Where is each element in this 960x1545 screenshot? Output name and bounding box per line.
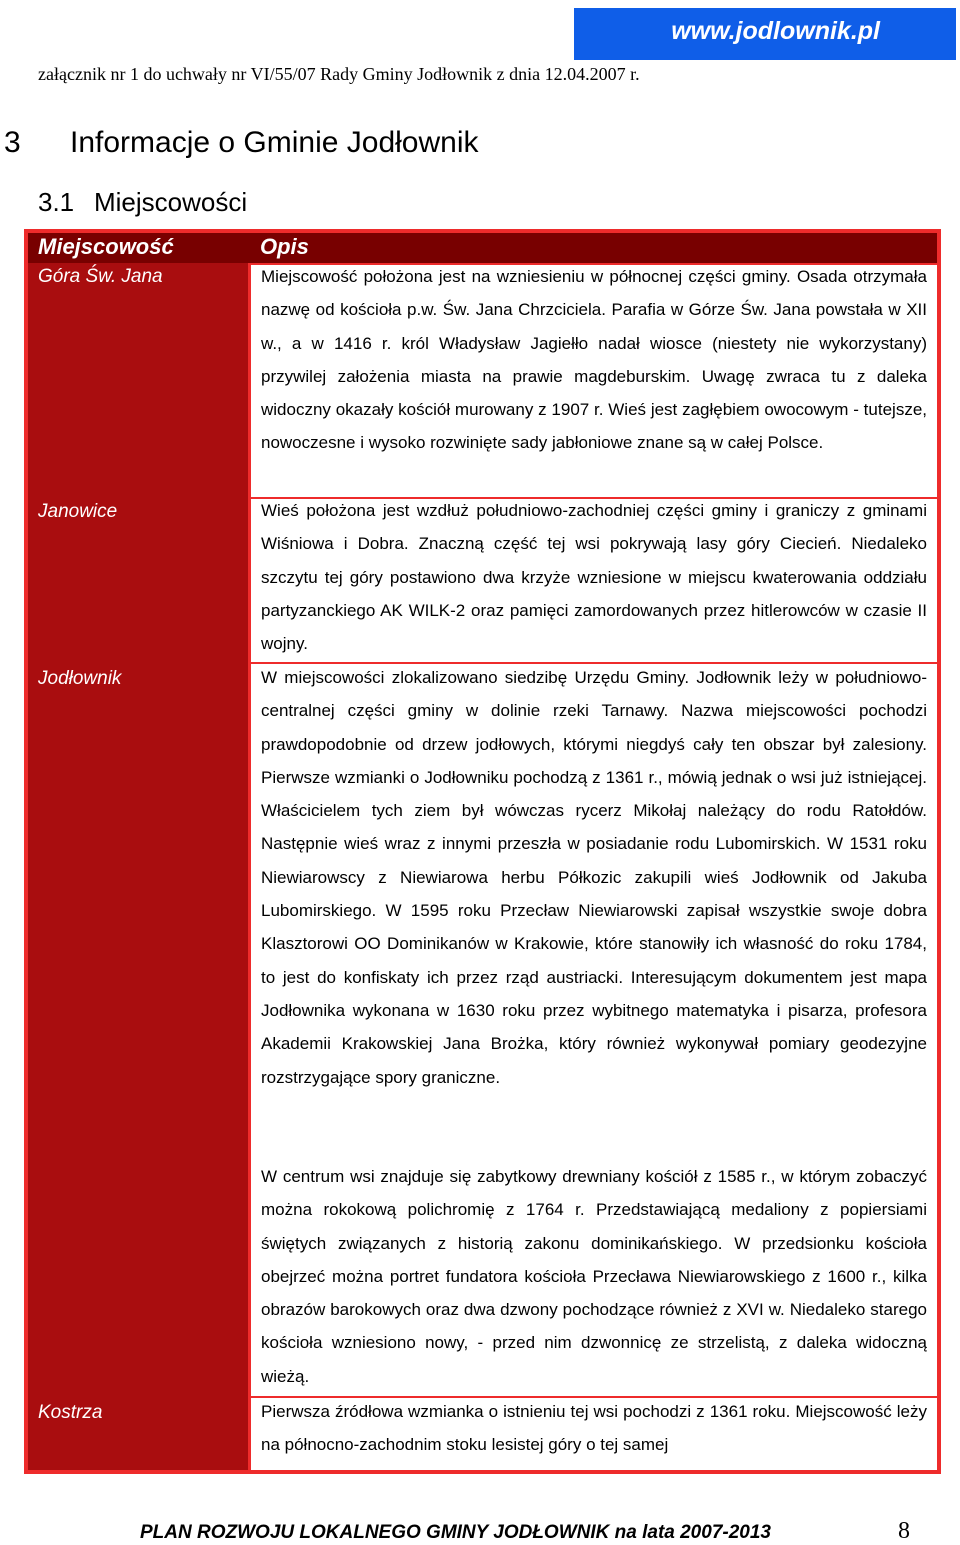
- section-title: Informacje o Gminie Jodłownik: [70, 126, 479, 159]
- place-description: Pierwsza źródłowa wzmianka o istnieniu tej wsi pochodzi z 1361 roku. Miejscowość leży na północno-zachodnim stoku lesistej góry o tej samej: [261, 1402, 927, 1455]
- place-description: Miejscowość położona jest na wzniesieniu w północnej części gminy. Osada otrzymała nazwę od kościoła p.w. Św. Jana Chrzciciela. Parafia w Górze Św. Jana powstała w XII w., a w 1416 r. król Władysław Jagiełło nadał wiosce (niestety nie wykorzystany) przywilej założenia miasta na prawie magdeburskim. Uwagę zwraca tu z daleka widoczny okazały kościół murowany z 1907 r. Wieś jest zagłębiem owocowym - tutejsze, nowoczesne i wysoko rozwinięte sady jabłoniowe znane są w całej Polsce.: [261, 267, 927, 453]
- place-description: W miejscowości zlokalizowano siedzibę Urzędu Gminy. Jodłownik leży w południowo-centralnej części gminy w dolinie rzeki Tarnawy. Nazwa miejscowości pochodzi prawdopodobnie od drzew jodłowych, którymi niegdyś cały ten obszar był zalesiony. Pierwsze wzmianki o Jodłowniku pochodzą z 1361 r., mówią jednak o wsi już istniejącej. Właścicielem tych ziem był wówczas rycerz Mikołaj należący do rodu Ratołdów. Następnie wieś wraz z innymi przeszła w posiadanie rodu Lubomirskich. W 1531 roku Niewiarowscy z Niewiarowa herbu Półkozic zakupili wieś Jodłownik od Jakuba Lubomirskiego. W 1595 roku Przecław Niewiarowski zapisał wszystkie swoje dobra Klasztorowi OO Dominikanów w Krakowie, które stanowiły ich własność do roku 1784, to jest do konfiskaty ich przez rząd austriacki. Interesującym dokumentem jest mapa Jodłownika wykonana w 1630 roku przez wybitnego matematyka i pisarza, profesora Akademii Krakowskiej Jana Brożka, który również wykonywał pomiary geodezyjne rozstrzygające spory graniczne.: [261, 668, 927, 1087]
- place-column: [28, 233, 248, 1470]
- place-name: Góra Św. Jana: [38, 266, 163, 287]
- website-badge[interactable]: www.jodlownik.pl: [574, 8, 956, 60]
- place-name: Jodłownik: [38, 668, 122, 689]
- annex-header: załącznik nr 1 do uchwały nr VI/55/07 Rady Gminy Jodłownik z dnia 12.04.2007 r.: [38, 64, 640, 84]
- header-place: Miejscowość: [38, 234, 174, 259]
- section-heading: [4, 126, 479, 160]
- subsection-heading: [38, 187, 247, 218]
- page-number: 8: [898, 1518, 910, 1544]
- subsection-title: Miejscowości: [94, 187, 248, 217]
- section-number: 3: [4, 126, 21, 159]
- subsection-number: 3.1: [38, 187, 75, 217]
- place-description: Wieś położona jest wzdłuż południowo-zachodniej części gminy i graniczy z gminami Wiśniowa i Dobra. Znaczną część tej wsi pokrywają lasy góry Ciecień. Niedaleko szczytu tej góry postawiono dwa krzyże wzniesione w miejscu kwaterowania oddziału partyzanckiego AK WILK-2 oraz pamięci zamordowanych przez hitlerowców w czasie II wojny.: [261, 501, 927, 654]
- place-name: Janowice: [38, 501, 118, 522]
- header-description: Opis: [260, 234, 309, 259]
- place-description: W centrum wsi znajduje się zabytkowy drewniany kościół z 1585 r., w którym zobaczyć można rokokową polichromię z 1764 r. Przedstawiającą medaliony z popiersiami świętych związanych z historią zakonu dominikańskiego. W przedsionku kościoła obejrzeć można portret fundatora kościoła Przecława Niewiarowskiego z 1600 r., kilka obrazów barokowych oraz dwa dzwony pochodzące również z XVI w. Niedaleko starego kościoła wzniesiono nowy, - przed nim dzwonnicę ze strzelistą, z daleka widoczną wieżą.: [261, 1167, 927, 1386]
- footer-title: PLAN ROZWOJU LOKALNEGO GMINY JODŁOWNIK na lata 2007-2013: [140, 1522, 771, 1543]
- place-name: Kostrza: [38, 1402, 103, 1423]
